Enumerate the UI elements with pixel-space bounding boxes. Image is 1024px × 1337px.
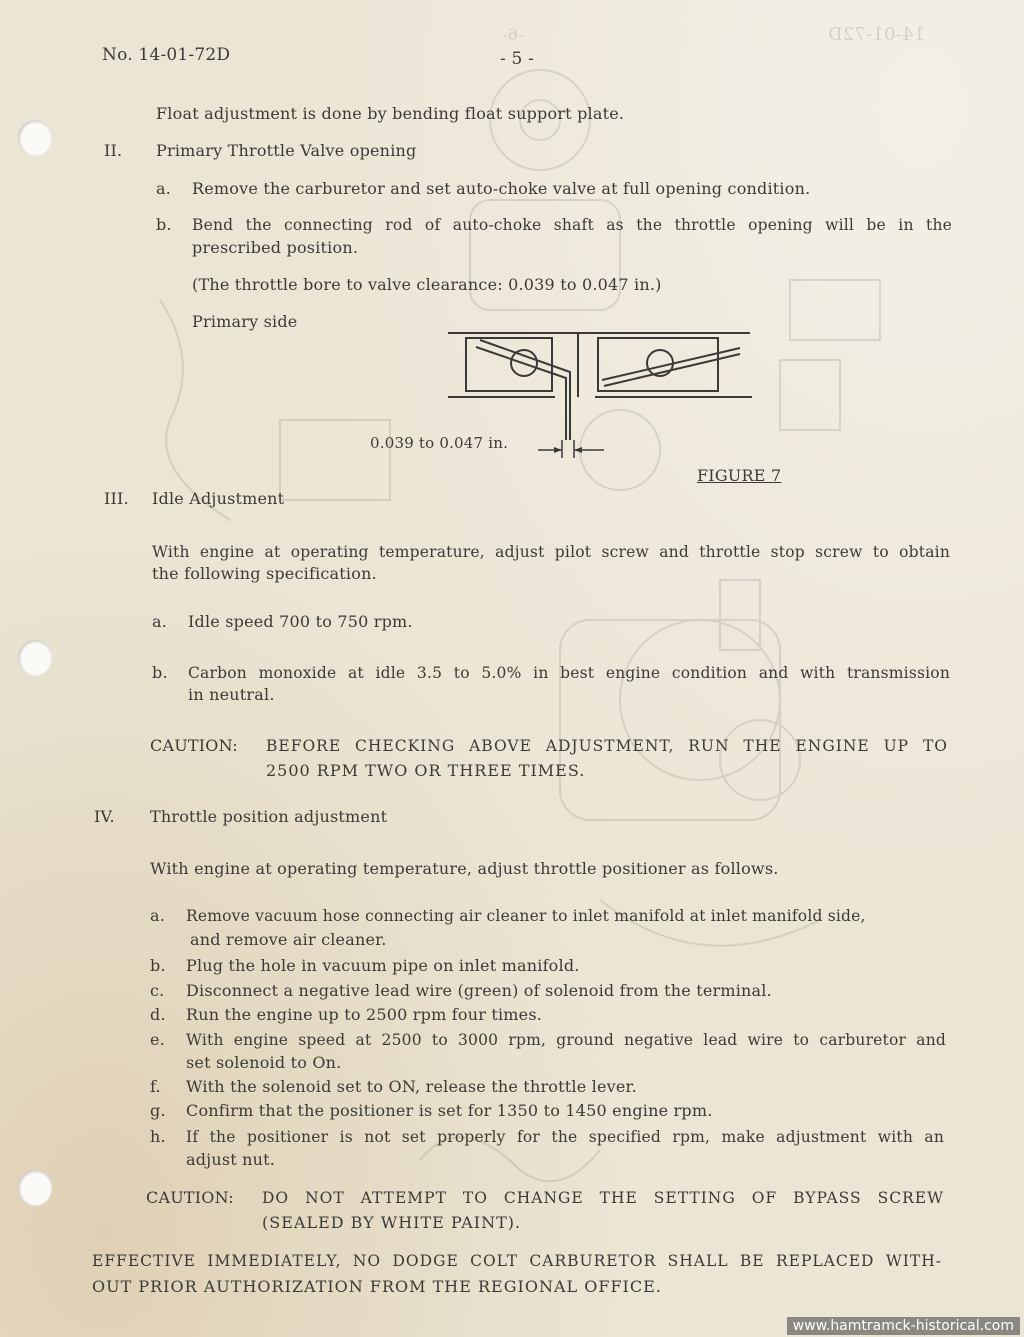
section-2-b-label: b. — [156, 215, 172, 234]
section-3-b-label: b. — [152, 663, 168, 682]
section-2-title: Primary Throttle Valve opening — [156, 141, 417, 160]
section-4-title: Throttle position adjustment — [150, 807, 388, 826]
clearance-spec: (The throttle bore to valve clearance: 0.039 to 0.047 in.) — [192, 275, 662, 294]
bleed-through-doc-number: 14-01-72D — [828, 24, 926, 45]
section-2-b-line1: Bend the connecting rod of auto-choke shaft as the throttle opening will be in the — [192, 216, 952, 234]
section-2-a-label: a. — [156, 179, 172, 198]
diagram-secondary-valve — [602, 348, 740, 380]
section-3-intro-line1: With engine at operating temperature, adjust pilot screw and throttle stop screw to obtain — [152, 543, 950, 561]
section-3-intro-line2: the following specification. — [152, 564, 377, 583]
section-3-b-line2: in neutral. — [188, 685, 275, 704]
section-2-a-text: Remove the carburetor and set auto-choke valve at full opening condition. — [192, 179, 811, 198]
section-4-caution-line2: (SEALED BY WHITE PAINT). — [262, 1213, 522, 1232]
section-3-caution-label: CAUTION: — [150, 736, 238, 755]
step-a-label: a. — [150, 906, 166, 925]
step-f-label: f. — [150, 1077, 161, 1096]
step-h-label: h. — [150, 1127, 166, 1146]
section-4-numeral: IV. — [94, 807, 115, 826]
section-2-b-line2: prescribed position. — [192, 238, 359, 257]
footer-notice-line2: OUT PRIOR AUTHORIZATION FROM THE REGIONAL OFFICE. — [92, 1277, 662, 1296]
step-d-label: d. — [150, 1005, 166, 1024]
section-4-caution-label: CAUTION: — [146, 1188, 234, 1207]
diagram-primary-bore — [466, 338, 552, 391]
step-c-label: c. — [150, 981, 165, 1000]
footer-notice-line1: EFFECTIVE IMMEDIATELY, NO DODGE COLT CARBURETOR SHALL BE REPLACED WITH- — [92, 1252, 942, 1270]
step-a-line2: and remove air cleaner. — [190, 930, 387, 949]
step-a-line1: Remove vacuum hose connecting air cleaner to inlet manifold at inlet manifold side, — [186, 907, 866, 925]
section-3-title: Idle Adjustment — [152, 489, 285, 508]
step-e-line2: set solenoid to On. — [186, 1053, 342, 1072]
step-e-line1: With engine speed at 2500 to 3000 rpm, ground negative lead wire to carburetor and — [186, 1031, 946, 1049]
section-3-numeral: III. — [104, 489, 129, 508]
diagram-dimension-label: 0.039 to 0.047 in. — [370, 434, 509, 452]
section-4-intro: With engine at operating temperature, adjust throttle positioner as follows. — [150, 859, 779, 878]
watermark: www.hamtramck-historical.com — [787, 1317, 1020, 1335]
step-b-line1: Plug the hole in vacuum pipe on inlet manifold. — [186, 956, 580, 975]
figure-caption: FIGURE 7 — [697, 466, 782, 485]
float-adjustment-note: Float adjustment is done by bending float support plate. — [156, 104, 625, 123]
section-3-caution-line2: 2500 RPM TWO OR THREE TIMES. — [266, 761, 586, 780]
step-c-line1: Disconnect a negative lead wire (green) of solenoid from the terminal. — [186, 981, 772, 1000]
document-number: No. 14-01-72D — [102, 45, 231, 65]
section-3-a-text: Idle speed 700 to 750 rpm. — [188, 612, 413, 631]
section-2-numeral: II. — [104, 141, 123, 160]
step-b-label: b. — [150, 956, 166, 975]
step-h-line2: adjust nut. — [186, 1150, 276, 1169]
bleed-through-page-number: -6- — [502, 25, 524, 44]
section-3-a-label: a. — [152, 612, 168, 631]
page-number: - 5 - — [500, 49, 535, 69]
section-4-caution-line1: DO NOT ATTEMPT TO CHANGE THE SETTING OF BYPASS SCREW — [262, 1189, 944, 1207]
step-g-line1: Confirm that the positioner is set for 1350 to 1450 engine rpm. — [186, 1101, 713, 1120]
section-3-b-line1: Carbon monoxide at idle 3.5 to 5.0% in best engine condition and with transmission — [188, 664, 950, 682]
step-f-line1: With the solenoid set to ON, release the throttle lever. — [186, 1077, 637, 1096]
step-g-label: g. — [150, 1101, 166, 1120]
step-d-line1: Run the engine up to 2500 rpm four times. — [186, 1005, 543, 1024]
step-h-line1: If the positioner is not set properly for the specified rpm, make adjustment with an — [186, 1128, 944, 1146]
step-e-label: e. — [150, 1030, 165, 1049]
primary-side-label: Primary side — [192, 312, 298, 331]
section-3-caution-line1: BEFORE CHECKING ABOVE ADJUSTMENT, RUN THE ENGINE UP TO — [266, 737, 948, 755]
